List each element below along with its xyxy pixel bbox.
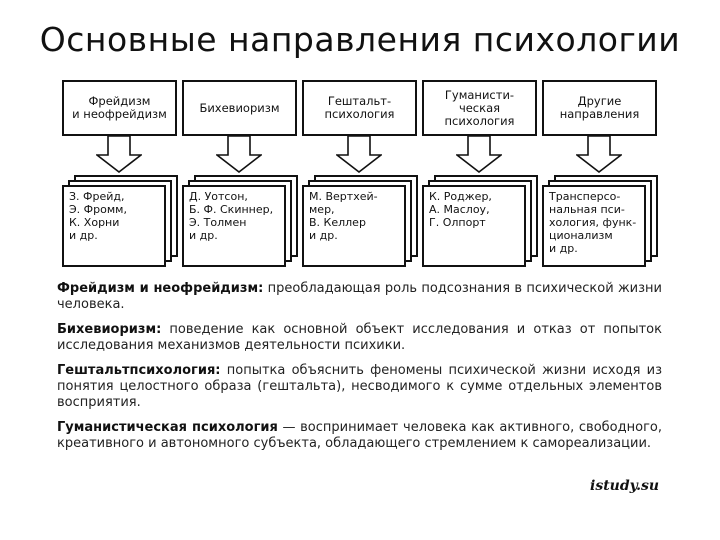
direction-header-box bbox=[422, 80, 537, 136]
direction-column bbox=[302, 80, 417, 270]
people-list: М. Вертхей- мер, В. Келлер и др. bbox=[309, 190, 378, 242]
direction-header-box bbox=[182, 80, 297, 136]
down-arrow-icon bbox=[336, 135, 382, 173]
people-list: Трансперсо- нальная пси- хология, функ- ционализм и др. bbox=[549, 190, 637, 255]
definition-text: преобладающая роль подсознания в психической жизни человека. bbox=[57, 281, 662, 312]
people-document-stack bbox=[422, 175, 537, 270]
direction-header-label: Бихевиоризм bbox=[199, 100, 280, 115]
direction-column bbox=[62, 80, 177, 270]
definition-text: поведение как основной объект исследования и отказ от попыток исследования механизмов деятельности психики. bbox=[57, 322, 662, 353]
definition-behaviorism bbox=[57, 322, 662, 354]
people-document-stack bbox=[62, 175, 177, 270]
direction-header-box bbox=[542, 80, 657, 136]
source-watermark: istudy.su bbox=[590, 478, 660, 494]
direction-column bbox=[422, 80, 537, 270]
definition-text: — воспринимает человека как активного, свободного, креативного и автономного субъекта, обладающего стремлением к самореализации. bbox=[57, 420, 662, 451]
document-sheet bbox=[182, 185, 286, 267]
people-list: З. Фрейд, Э. Фромм, К. Хорни и др. bbox=[69, 190, 127, 242]
page-title: Основные направления психологии bbox=[39, 20, 681, 59]
direction-column bbox=[182, 80, 297, 270]
document-sheet bbox=[302, 185, 406, 267]
definition-term: Бихевиоризм: bbox=[57, 322, 162, 337]
down-arrow-icon bbox=[576, 135, 622, 173]
definition-humanistic bbox=[57, 420, 662, 452]
definition-gestalt bbox=[57, 363, 662, 411]
direction-header-label: Гуманисти- ческая психология bbox=[444, 87, 515, 128]
document-sheet bbox=[542, 185, 646, 267]
definition-term: Гуманистическая психология bbox=[57, 420, 278, 435]
down-arrow-icon bbox=[216, 135, 262, 173]
down-arrow-icon bbox=[456, 135, 502, 173]
down-arrow-icon bbox=[96, 135, 142, 173]
people-document-stack bbox=[542, 175, 657, 270]
people-document-stack bbox=[182, 175, 297, 270]
definition-text: попытка объяснить феномены психической жизни исходя из понятия целостного образа (гештальта), несводимого к сумме отдельных элементов восприятия. bbox=[57, 363, 662, 410]
definitions bbox=[57, 281, 662, 461]
direction-header-box bbox=[62, 80, 177, 136]
definition-freudism bbox=[57, 281, 662, 313]
people-list: К. Роджер, А. Маслоу, Г. Олпорт bbox=[429, 190, 492, 229]
document-sheet bbox=[62, 185, 166, 267]
direction-header-box bbox=[302, 80, 417, 136]
people-document-stack bbox=[302, 175, 417, 270]
direction-header-label: Гештальт- психология bbox=[324, 94, 395, 121]
direction-header-label: Фрейдизм и неофрейдизм bbox=[72, 94, 167, 121]
direction-column bbox=[542, 80, 657, 270]
definition-term: Фрейдизм и неофрейдизм: bbox=[57, 281, 264, 296]
people-list: Д. Уотсон, Б. Ф. Скиннер, Э. Толмен и др. bbox=[189, 190, 274, 242]
direction-header-label: Другие направления bbox=[559, 94, 640, 121]
document-sheet bbox=[422, 185, 526, 267]
definition-term: Гештальтпсихология: bbox=[57, 363, 221, 378]
